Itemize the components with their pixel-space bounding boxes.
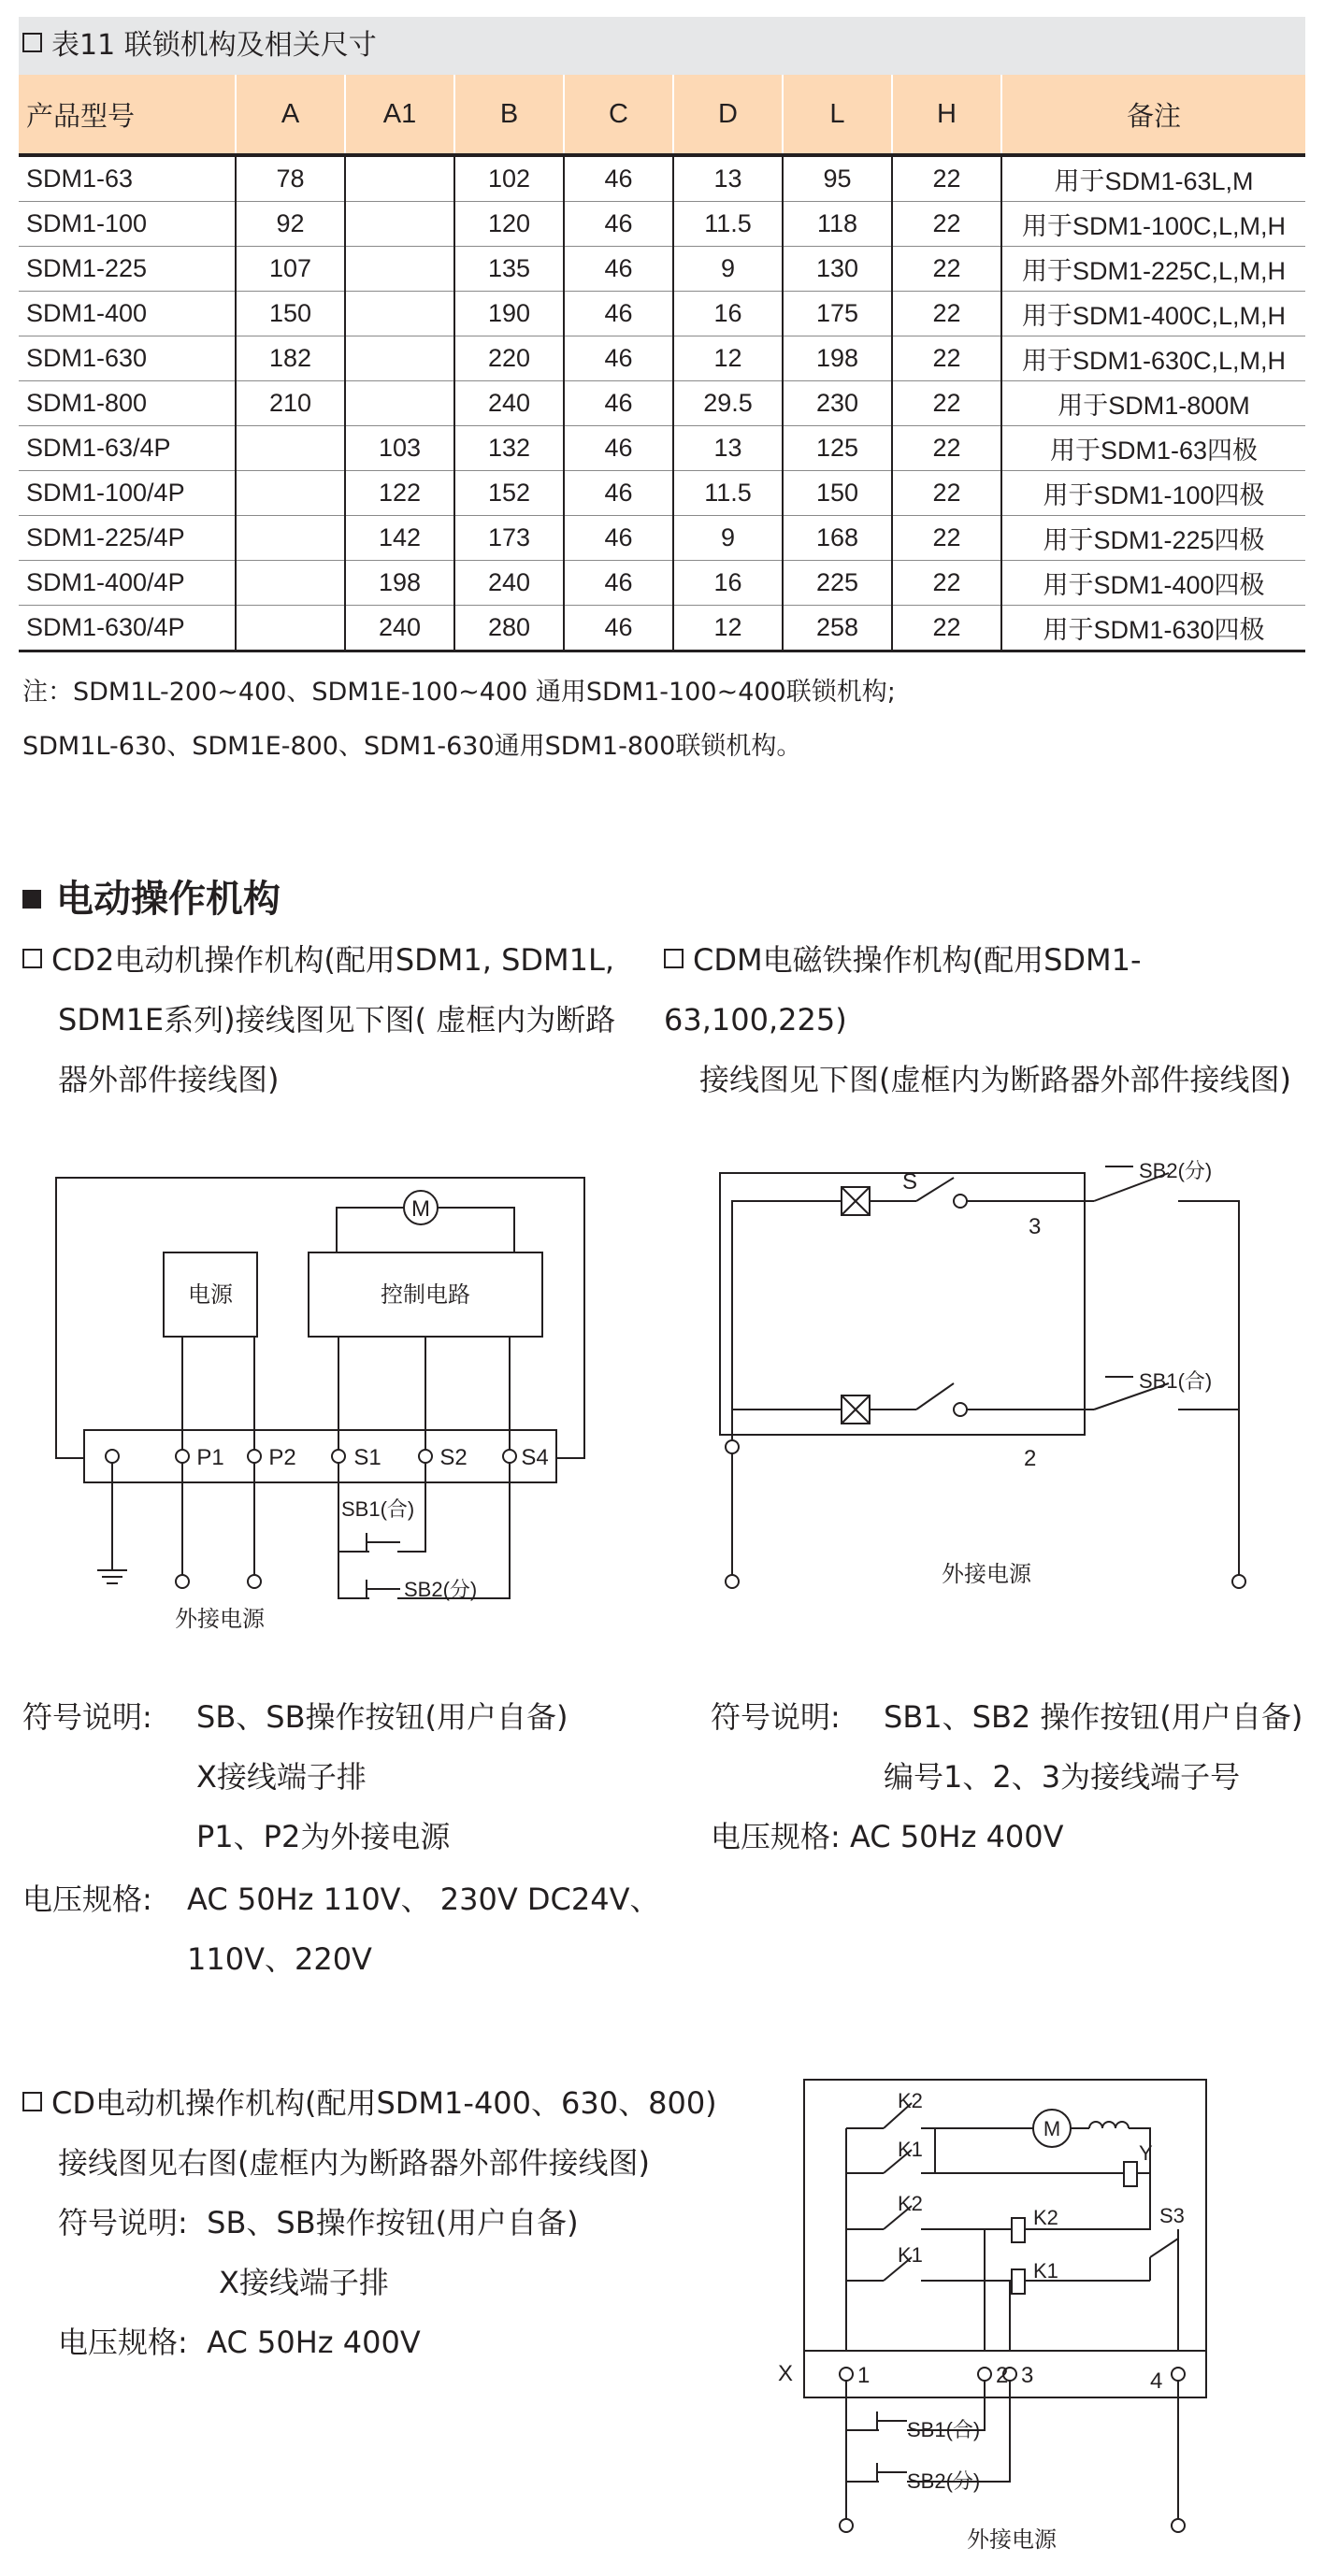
table-cell [345,292,454,336]
table-cell: 22 [892,292,1001,336]
table-cell: SDM1-100 [19,202,236,247]
table-cell [345,247,454,292]
cdm-heading: CDM电磁铁操作机构(配用SDM1-63,100,225) 接线图见下图(虚框内为断路器外部件接线图) [664,942,1291,1097]
table-cell: 22 [892,381,1001,426]
table-cell: 16 [673,561,783,606]
table-row [19,426,1305,471]
table-cell: 107 [236,247,345,292]
table-cell: 125 [783,426,892,471]
cd2-heading: CD2电动机操作机构(配用SDM1, SDM1L, SDM1E系列)接线图见下图( 虚框内为断路 器外部件接线图) [22,930,615,1109]
terminal-s2: S2 [439,1445,468,1470]
table-cell: 95 [783,155,892,202]
cd-terminal-4: 4 [1150,2368,1163,2394]
table-cell: 用于SDM1-400四极 [1001,561,1305,606]
table-row [19,336,1305,381]
table-cell [345,202,454,247]
table-cell [236,606,345,651]
table-cell: 9 [673,516,783,561]
checkbox-square-icon [22,949,42,968]
table-row [19,516,1305,561]
note-line-1: 注：SDM1L-200~400、SDM1E-100~400 通用SDM1-100~400联锁机构; [22,678,896,707]
table-row [19,247,1305,292]
table-cell: 46 [564,202,673,247]
table-header-row [19,75,1305,155]
table-cell: 22 [892,247,1001,292]
black-square-icon [22,890,41,909]
cd-sb2-label: SB2(分) [907,2469,981,2493]
note-line-2: SDM1L-630、SDM1E-800、SDM1-630通用SDM1-800联锁机构。 [22,732,802,761]
cdm-terminal-3: 3 [1029,1214,1042,1239]
cdm-sb1-label: SB1(合) [1139,1369,1213,1393]
cd-k1-contact-b: K1 [898,2243,923,2267]
table-cell: 9 [673,247,783,292]
cd-terminal-1: 1 [857,2363,871,2388]
table-cell: 22 [892,561,1001,606]
table-cell: SDM1-225 [19,247,236,292]
table-cell: 182 [236,336,345,381]
cd2-voltage-label: 电压规格: [22,1882,152,1917]
terminal-s1: S1 [353,1445,381,1470]
table-cell: 220 [454,336,564,381]
table-row [19,202,1305,247]
table-cell: 46 [564,336,673,381]
checkbox-square-icon [664,949,684,968]
cd2-legend-lines: SB、SB操作按钮(用户自备) X接线端子排 P1、P2为外接电源 [196,1699,568,1854]
table-cell: 用于SDM1-63L,M [1001,155,1305,202]
cd-breaker-frame [804,2080,1206,2351]
cd2-wiring-diagram [0,1150,655,1654]
table-cell: 13 [673,426,783,471]
cd2-legend: 符号说明: [22,1699,152,1735]
table-cell: 130 [783,247,892,292]
table-cell: SDM1-100/4P [19,471,236,516]
cd2-external-power: 外接电源 [175,1607,265,1632]
terminal-p1: P1 [196,1445,224,1470]
column-header: L [783,75,892,155]
table-cell: 175 [783,292,892,336]
terminal-p2: P2 [268,1445,296,1470]
table-cell: 22 [892,155,1001,202]
table-cell: 46 [564,426,673,471]
table-cell [345,155,454,202]
table-cell [236,426,345,471]
table-cell: 22 [892,202,1001,247]
table-row [19,381,1305,426]
cd-s3-label: S3 [1159,2204,1185,2227]
terminal-s4: S4 [521,1445,549,1470]
cdm-legend-label: 符号说明: [711,1699,841,1735]
table-cell [345,381,454,426]
cd-external-power: 外接电源 [967,2527,1057,2553]
table-cell: 132 [454,426,564,471]
cd-motor-label: M [1043,2117,1061,2140]
table-cell: 102 [454,155,564,202]
cd-coil-k2: K2 [1033,2206,1058,2229]
table-cell: 11.5 [673,202,783,247]
table-cell: SDM1-225/4P [19,516,236,561]
table-cell: 240 [345,606,454,651]
table-cell: 46 [564,606,673,651]
table-cell: 46 [564,247,673,292]
section-title: 电动操作机构 [22,869,281,923]
table-cell: SDM1-630/4P [19,606,236,651]
table-cell: 152 [454,471,564,516]
cd-coil-k1: K1 [1033,2259,1058,2283]
table-cell: 46 [564,561,673,606]
cdm-breaker-frame [720,1173,1085,1435]
cd-k1-contact-a: K1 [898,2138,923,2161]
column-header: C [564,75,673,155]
table-cell [236,516,345,561]
table-cell: 122 [345,471,454,516]
table-cell: SDM1-63/4P [19,426,236,471]
column-header: D [673,75,783,155]
table-row [19,471,1305,516]
table-cell: 12 [673,336,783,381]
table-body [19,155,1305,651]
table-cell: 258 [783,606,892,651]
table-cell: 16 [673,292,783,336]
cdm-external-power: 外接电源 [942,1562,1031,1587]
cdm-terminal-2: 2 [1024,1446,1037,1471]
table-cell: 118 [783,202,892,247]
table-cell: 150 [783,471,892,516]
table-cell [236,471,345,516]
table-cell: 198 [345,561,454,606]
table-cell: 46 [564,471,673,516]
table-cell: 用于SDM1-400C,L,M,H [1001,292,1305,336]
table-cell: 240 [454,381,564,426]
table-cell: 46 [564,381,673,426]
column-header: H [892,75,1001,155]
table-cell: 29.5 [673,381,783,426]
cd-k2-contact-a: K2 [898,2089,923,2112]
table-cell: 用于SDM1-800M [1001,381,1305,426]
table-cell: 280 [454,606,564,651]
table-cell: 135 [454,247,564,292]
table-cell: 120 [454,202,564,247]
table-cell: SDM1-800 [19,381,236,426]
cdm-s-label: S [902,1169,918,1195]
table-cell: 用于SDM1-63四极 [1001,426,1305,471]
table-cell: 用于SDM1-100四极 [1001,471,1305,516]
table-cell: 12 [673,606,783,651]
column-header: 产品型号 [19,75,236,155]
table-note [22,665,896,774]
table-row [19,606,1305,651]
table-cell: 142 [345,516,454,561]
table-cell: SDM1-63 [19,155,236,202]
cd-wiring-diagram [767,2070,1234,2556]
cd2-control-label: 控制电路 [381,1282,470,1308]
table-cell: 78 [236,155,345,202]
cd-heading: CD电动机操作机构(配用SDM1-400、630、800) 接线图见右图(虚框内为断路器外部件接线图) 符号说明: SB、SB操作按钮(用户自备) X接线端子排 电压规格: AC 50Hz 400V [22,2073,717,2372]
table-cell: 22 [892,516,1001,561]
cdm-sb2-label: SB2(分) [1139,1159,1213,1182]
table-cell: 210 [236,381,345,426]
table-cell: 103 [345,426,454,471]
table-cell: 22 [892,471,1001,516]
table-row [19,155,1305,202]
cdm-legend-lines: SB1、SB2 操作按钮(用户自备) 编号1、2、3为接线端子号 [884,1699,1303,1795]
column-header: A1 [345,75,454,155]
table-cell: 用于SDM1-630四极 [1001,606,1305,651]
table-cell: SDM1-630 [19,336,236,381]
table-cell: 46 [564,292,673,336]
column-header: A [236,75,345,155]
interlock-dimension-table [19,75,1305,652]
checkbox-square-icon [22,33,42,52]
cd-x-label: X [778,2361,794,2386]
cd-sb1-label: SB1(合) [907,2418,981,2441]
cd2-sb1-label: SB1(合) [341,1497,415,1521]
checkbox-square-icon [22,2092,42,2111]
table-row [19,292,1305,336]
table-cell: 用于SDM1-100C,L,M,H [1001,202,1305,247]
cdm-voltage: 电压规格: AC 50Hz 400V [711,1819,1064,1854]
table-cell: 用于SDM1-225C,L,M,H [1001,247,1305,292]
table-cell [345,336,454,381]
cd2-breaker-frame [56,1178,584,1458]
table-cell: 46 [564,155,673,202]
cd-terminal-2: 2 [996,2363,1009,2388]
table-cell: 用于SDM1-630C,L,M,H [1001,336,1305,381]
table-cell: SDM1-400/4P [19,561,236,606]
table-cell: 150 [236,292,345,336]
table-cell: 22 [892,426,1001,471]
table-cell: 22 [892,336,1001,381]
cd-terminal-3: 3 [1021,2363,1034,2388]
table-cell: 168 [783,516,892,561]
table-row [19,561,1305,606]
table-cell: SDM1-400 [19,292,236,336]
table-cell: 230 [783,381,892,426]
column-header: 备注 [1001,75,1305,155]
column-header: B [454,75,564,155]
table-cell: 46 [564,516,673,561]
cd-k2-contact-b: K2 [898,2192,923,2215]
table-cell: 198 [783,336,892,381]
cd2-voltage-values: AC 50Hz 110V、 230V DC24V、 110V、220V [187,1882,660,1977]
table-cell: 22 [892,606,1001,651]
table-cell: 92 [236,202,345,247]
table-cell: 用于SDM1-225四极 [1001,516,1305,561]
table-cell: 190 [454,292,564,336]
cd2-power-label: 电源 [188,1282,233,1308]
table-title: 表11 联锁机构及相关尺寸 [22,24,377,67]
table-cell: 173 [454,516,564,561]
table-cell: 225 [783,561,892,606]
table-cell: 13 [673,155,783,202]
table-cell: 240 [454,561,564,606]
table-cell [236,561,345,606]
cd2-sb2-label: SB2(分) [404,1578,478,1601]
table-cell: 11.5 [673,471,783,516]
cdm-wiring-diagram [655,1150,1309,1636]
cd2-motor-label: M [411,1196,430,1222]
cd-y-label: Y [1139,2141,1153,2165]
cd2-terminal-strip [84,1430,556,1482]
